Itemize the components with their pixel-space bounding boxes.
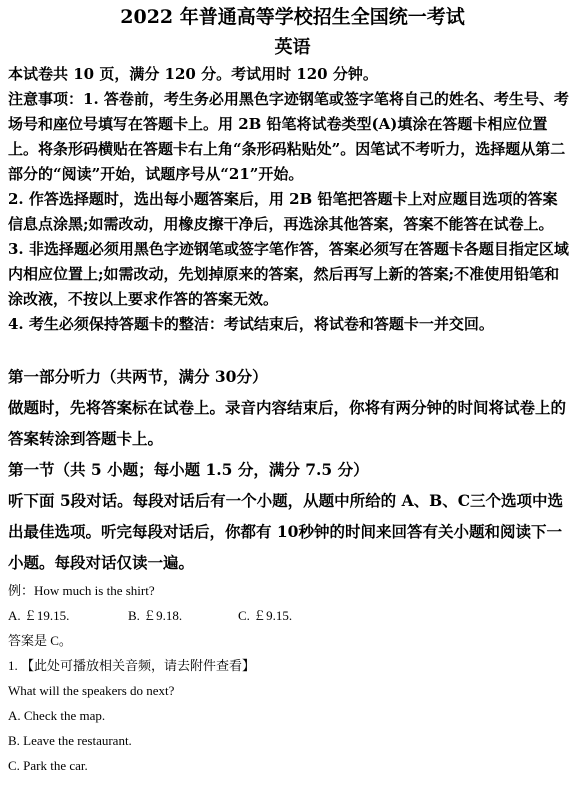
question1-option-c: C. Park the car. bbox=[8, 758, 88, 773]
subject-title: 英语 bbox=[274, 37, 311, 58]
notice-item-3: 3. 非选择题必须用黑色字迹钢笔或签字笔作答，答案必须写在答题卡各题目指定区域内相应位置上;如需改动，先划掉原来的答案，然后再写上新的答案;不准使用铅笔和涂改液，不按以上要求作答的答案无效。 bbox=[8, 240, 569, 308]
example-answer: 答案是 C。 bbox=[8, 633, 72, 648]
example-block bbox=[0, 578, 585, 778]
notice-item-2: 2. 作答选择题时，选出每小题答案后，用 2B 铅笔把答题卡上对应题目选项的答案信息点涂黑;如需改动，用橡皮擦干净后，再选涂其他答案，答案不能答在试卷上。 bbox=[8, 190, 558, 233]
notice-section bbox=[0, 62, 585, 337]
notice-item-4: 4. 考生必须保持答题卡的整洁：考试结束后，将试卷和答题卡一并交回。 bbox=[8, 315, 494, 333]
question1-option-a: A. Check the map. bbox=[8, 708, 106, 723]
example-option-c: C. ￡9.15. bbox=[238, 608, 293, 623]
notice-item-1: 注意事项：1. 答卷前，考生务必用黑色字迹钢笔或签字笔将自己的姓名、考生号、考场号和座位号填写在答题卡上。用 2B 铅笔将试卷类型(A)填涂在答题卡相应位置上。将条形码横贴在答题卡右上角“条形码粘贴处”。因笔试不考听力，选择题从第二部分的“阅读”开始，试题序号从“21”开始。 bbox=[8, 90, 569, 183]
part1-instruction: 做题时，先将答案标在试卷上。录音内容结束后，你将有两分钟的时间将试卷上的答案转涂到答题卡上。 bbox=[8, 398, 567, 448]
part1-section bbox=[0, 361, 585, 578]
section1-heading: 第一节（共 5 小题；每小题 1.5 分，满分 7.5 分） bbox=[8, 460, 369, 479]
part1-heading: 第一部分听力（共两节，满分 30分） bbox=[8, 367, 268, 386]
exam-title: 2022 年普通高等学校招生全国统一考试 bbox=[120, 6, 465, 28]
example-option-a: A. ￡19.15. bbox=[8, 608, 70, 623]
section1-instruction: 听下面 5段对话。每段对话后有一个小题，从题中所给的 A、B、C三个选项中选出最佳选项。听完每段对话后，你都有 10秒钟的时间来回答有关小题和阅读下一小题。每段对话仅读一遍。 bbox=[8, 491, 564, 572]
example-options bbox=[8, 603, 571, 628]
question1-label[interactable]: 1. 【此处可播放相关音频，请去附件查看】 bbox=[8, 658, 256, 673]
question1-text: What will the speakers do next? bbox=[8, 683, 175, 698]
notice-line-pages: 本试卷共 10 页，满分 120 分。考试用时 120 分钟。 bbox=[8, 65, 378, 83]
spacer bbox=[0, 337, 585, 361]
question1-option-b: B. Leave the restaurant. bbox=[8, 733, 132, 748]
example-question: 例：How much is the shirt? bbox=[8, 583, 155, 598]
example-option-b: B. ￡9.18. bbox=[128, 608, 183, 623]
